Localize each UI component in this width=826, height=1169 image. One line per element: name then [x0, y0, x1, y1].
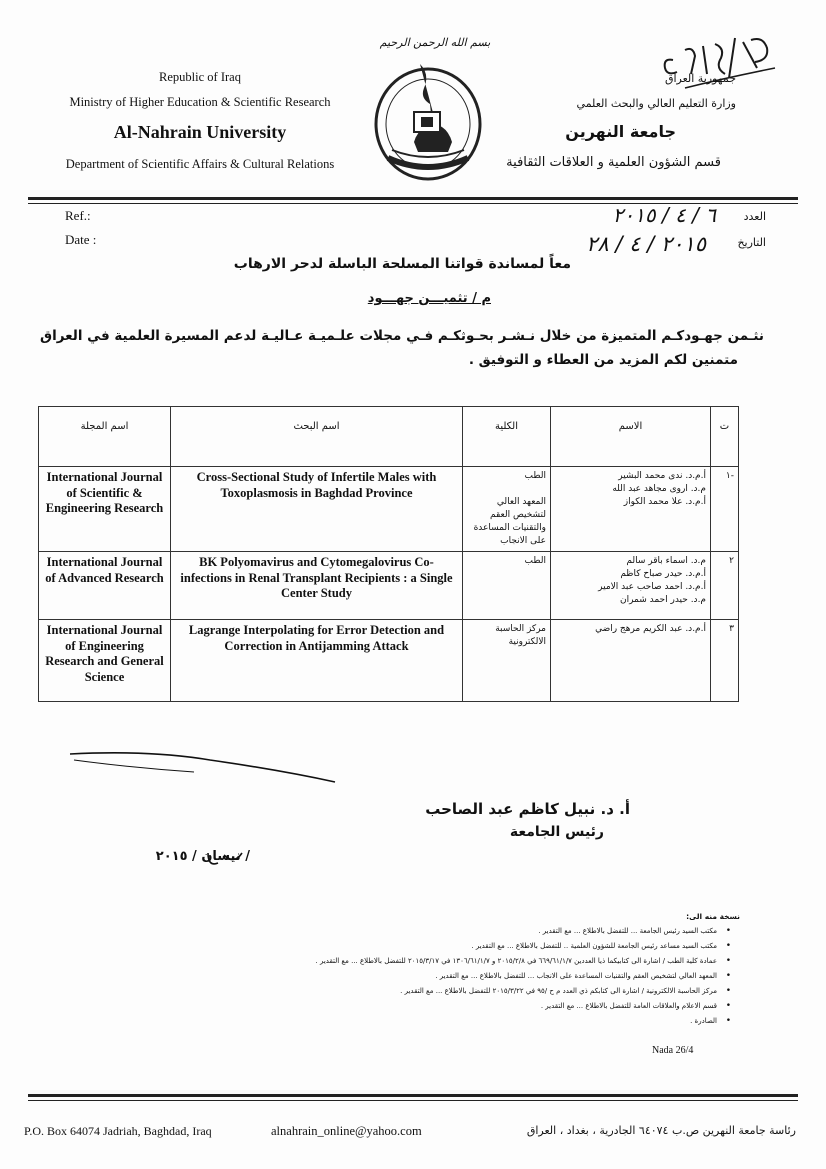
- header-university-ar: جامعة النهرين: [565, 122, 676, 141]
- college-name: الطب: [524, 556, 546, 566]
- header-ministry-ar: وزارة التعليم العالي والبحث العلمي: [576, 97, 736, 110]
- copy-item: • مكتب السيد مساعد رئيس الجامعة للشؤون العلمية .. للتفضل بالاطلاع ... مع التقدير .: [111, 939, 731, 954]
- handwritten-number: ٦ / ٤ / ٢٠١٥: [612, 203, 716, 227]
- header-divider: [28, 197, 798, 200]
- footer-email[interactable]: alnahrain_online@yahoo.com: [271, 1124, 422, 1138]
- copy-item: • قسم الاعلام والعلاقات العامة للتفضل بالاطلاع ... مع التقدير .: [111, 999, 731, 1014]
- basmala: بسم الله الرحمن الرحيم: [379, 36, 491, 49]
- date-label: Date :: [65, 232, 97, 247]
- author-name: أ.م.د. علا محمد الكواز: [623, 497, 706, 507]
- copy-item: • عمادة كلية الطب / اشارة الى كتابيكما ذيا العددين ٦٦٩/٦١/١/٧ في ٢٠١٥/٢/٨ و ١٣٠٦/٦١/١/٧ في ٢٠١٥/٣/١٧ للتفضل بالاطلاع ... مع التقدير .: [111, 954, 731, 969]
- header-department-ar: قسم الشؤون العلمية و العلاقات الثقافية: [506, 155, 721, 170]
- research-table: [38, 406, 739, 702]
- footer-divider: [28, 1094, 798, 1097]
- header-ministry-en: Ministry of Higher Education & Scientific Research: [69, 95, 331, 109]
- row-names: [551, 620, 711, 702]
- row-journal: International Journal of Advanced Research: [39, 552, 171, 620]
- author-name: أ.م.د. احمد صاحب عبد الامير: [598, 582, 706, 592]
- college-name: الطب: [524, 471, 546, 481]
- copies-title: نسخة منه الى:: [686, 912, 740, 921]
- table-header-row: [39, 407, 739, 467]
- college-spacer: [467, 483, 546, 496]
- signatory-title: رئيس الجامعة: [509, 824, 604, 840]
- header-college: الكلية: [463, 407, 551, 467]
- row-research: BK Polyomavirus and Cytomegalovirus Co-infections in Renal Transplant Recipients : a Single Center Study: [171, 552, 463, 620]
- header-research: اسم البحث: [171, 407, 463, 467]
- signature: [60, 742, 340, 792]
- copy-item: • المعهد العالي لتشخيص العقم والتقنيات المساعدة على الانجاب ... للتفضل بالاطلاع ... مع التقدير .: [111, 969, 731, 984]
- author-name: م.د. اسماء باقر سالم: [626, 556, 706, 566]
- row-college: [463, 620, 551, 702]
- row-research: Lagrange Interpolating for Error Detection and Correction in Antijamming Attack: [171, 620, 463, 702]
- footer-address-ar: رئاسة جامعة النهرين ص.ب ٦٤٠٧٤ الجادرية ، بغداد ، العراق: [526, 1124, 796, 1137]
- row-names: [551, 552, 711, 620]
- copies-list: [111, 924, 731, 1029]
- header-num: ت: [711, 407, 739, 467]
- row-num: ٢: [711, 552, 739, 620]
- row-college: [463, 552, 551, 620]
- number-label-ar: العدد: [743, 210, 766, 223]
- handwritten-date: ٢٠١٥ / ٤ / ٢٨: [586, 232, 706, 256]
- table-row: [39, 620, 739, 702]
- row-research: Cross-Sectional Study of Infertile Males with Toxoplasmosis in Baghdad Province: [171, 467, 463, 552]
- header-country-en: Republic of Iraq: [159, 70, 241, 84]
- signatory-name: أ. د. نبيل كاظم عبد الصاحب: [425, 800, 630, 818]
- copy-item: • الصادرة .: [111, 1014, 731, 1029]
- subject-line: م / تثميـــن جهـــود: [367, 291, 491, 306]
- date-label-ar: التاريخ: [737, 236, 766, 249]
- author-name: أ.م.د. ندى محمد البشير: [618, 471, 706, 481]
- row-num: -١: [711, 467, 739, 552]
- author-name: أ.م.د. حيدر صباح كاظم: [620, 569, 706, 579]
- row-college: [463, 467, 551, 552]
- header-university-en: Al-Nahrain University: [113, 122, 287, 142]
- author-name: م.د. اروى مجاهد عبد الله: [612, 484, 706, 494]
- row-names: [551, 467, 711, 552]
- row-journal: International Journal of Scientific & Engineering Research: [39, 467, 171, 552]
- header-department-en: Department of Scientific Affairs & Cultural Relations: [65, 157, 335, 171]
- row-num: ٣: [711, 620, 739, 702]
- college-name: مركز الحاسبة الالكترونية: [495, 624, 546, 647]
- table-row: [39, 552, 739, 620]
- body-line-2: متمنين لكم المزيد من العطاء و التوفيق .: [468, 352, 738, 368]
- signatory-date: / نيسان / ٢٠١٥: [155, 849, 250, 864]
- footer-divider-thin: [28, 1100, 798, 1101]
- copy-item: • مكتب السيد رئيس الجامعة ... للتفضل بالاطلاع ... مع التقدير .: [111, 924, 731, 939]
- header-journal: اسم المجلة: [39, 407, 171, 467]
- copy-item: • مركز الحاسبة الالكترونية / اشارة الى كتابكم ذي العدد م ح /٩٥ في ٢٠١٥/٣/٢٢ للتفضل بالاطلاع ... مع التقدير .: [111, 984, 731, 999]
- body-line-1: نثـمن جهـودكـم المتميزة من خلال نـشـر بحـوثكـم فـي مجلات علـميـة عـاليـة لدعم المسيرة العلمية في العراق: [40, 328, 764, 344]
- author-name: أ.م.د. عبد الكريم مرهج راضي: [595, 624, 706, 634]
- handwritten-day: [204, 847, 246, 869]
- typist-initials: Nada 26/4: [652, 1045, 694, 1056]
- table-row: [39, 467, 739, 552]
- header-country-ar: جمهورية العراق: [664, 72, 736, 85]
- ref-label: Ref.:: [65, 208, 91, 223]
- row-journal: International Journal of Engineering Research and General Science: [39, 620, 171, 702]
- author-name: م.د. حيدر احمد شمران: [619, 595, 706, 605]
- college-name: المعهد العالي لتشخيص العقم والتقنيات المساعدة على الانجاب: [473, 497, 546, 546]
- university-seal-logo: [368, 58, 488, 183]
- header-name: الاسم: [551, 407, 711, 467]
- slogan: معاً لمساندة قواتنا المسلحة الباسلة لدحر الارهاب: [233, 256, 571, 272]
- footer-po-box: P.O. Box 64074 Jadriah, Baghdad, Iraq: [24, 1124, 212, 1138]
